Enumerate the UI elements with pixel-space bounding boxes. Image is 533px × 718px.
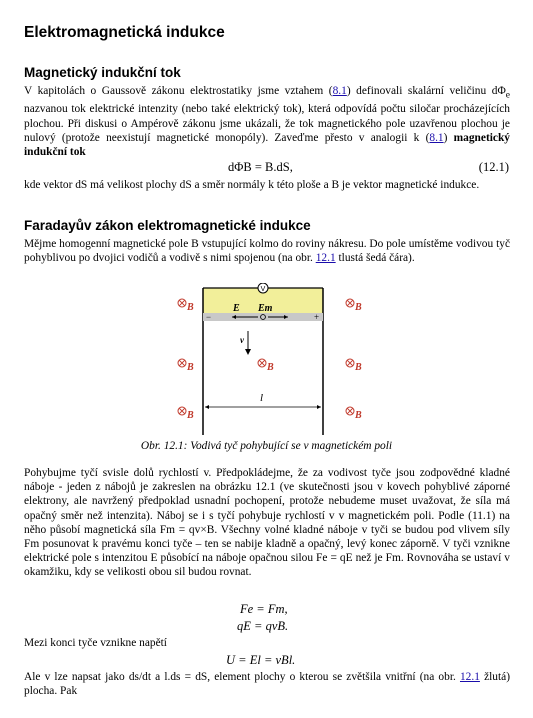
paragraph-area — [24, 670, 510, 698]
section-heading-magnetic-flux: Magnetický indukční tok — [24, 65, 181, 80]
reference-link[interactable]: 12.1 — [315, 252, 336, 265]
b-field-cross-lines — [259, 360, 265, 366]
b-field-cross-lines — [347, 300, 353, 306]
equation-charge-balance: qE = qvB. — [237, 619, 289, 633]
paragraph-derivation — [24, 466, 510, 580]
reference-link[interactable]: 12.1 — [459, 671, 480, 683]
equation-flux: dΦB = B.dS, — [228, 160, 293, 174]
velocity-arrow-head — [245, 349, 251, 355]
voltmeter-label: V — [260, 286, 266, 293]
length-arrow-right — [317, 405, 321, 409]
b-field-cross-lines — [179, 300, 185, 306]
b-field-label: B — [187, 362, 194, 373]
text-fragment: ) definovali skalární veličinu dΦ — [346, 85, 506, 97]
text-fragment: V kapitolách o Gaussově zákonu elektrostatiky jsme vztahem ( — [24, 85, 333, 97]
b-field-label: B — [355, 362, 362, 373]
label-v: v — [240, 335, 244, 345]
b-field-label: B — [267, 362, 274, 373]
figure-caption: Obr. 12.1: Vodivá tyč pohybující se v magnetickém poli — [140, 440, 393, 452]
text-fragment: Mějme homogenní magnetické pole B vstupující kolmo do roviny nákresu. Do pole umístěme vodivou tyč pohyblivou po dvojici vodičů a vodivě s nimi spojenou (na obr. — [24, 238, 510, 265]
length-arrow-left — [205, 405, 209, 409]
b-field-label: B — [187, 410, 194, 421]
b-field-label: B — [355, 410, 362, 421]
paragraph-flux-definition: kde vektor dS má velikost plochy dS a směr normály k této ploše a B je vektor magnetické indukce. — [24, 179, 480, 191]
b-field-label: B — [187, 302, 194, 313]
text-fragment: Pohybujme tyčí svisle dolů rychlostí v. Předpokládejme, že za vodivost tyče jsou zodpovědné kladné náboje - jeden z nábojů je zakreslen na obrázku 12.1 (ve skutečnosti jsou v kovech pohyblivé záporné elektrony, ale navržený předpoklad usnadní pochopení, protože nebudeme muset uvažovat, že síla má opačný směr než intenzita). Náboj se i s tyčí pohybuje rychlostí v v magnetickém poli. Podle (11.1) na něho působí magnetická síla Fm = qv×B. Všechny volné kladné náboje v tyči se budou pod vlivem síly Fm posunovat k pravému konci tyče – ten se nabije kladně a opačný, levý konec záporně. V tyči vznikne elektrické pole s intenzitou E působící na náboje opačnou silou Fe = qE než je Fm. Rovnováha se ustaví v okamžiku, kdy se velikosti obou sil budou rovnat. — [24, 467, 510, 579]
subscript: e — [505, 90, 510, 101]
text-fragment: Ale v lze napsat jako ds/dt a l.ds = dS, element plochy o kterou se zvětšila vnitřní (na obr. — [24, 671, 460, 683]
equation-voltage: U = El = vBl. — [226, 653, 296, 667]
b-field-cross-lines — [347, 360, 353, 366]
label-l: l — [260, 392, 264, 404]
text-fragment: tlustá šedá čára). — [335, 252, 415, 265]
paragraph-voltage: Mezi konci tyče vznikne napětí — [24, 637, 167, 649]
plus-sign: + — [314, 312, 320, 322]
paragraph-flux-intro — [24, 84, 510, 159]
reference-link[interactable]: 8.1 — [429, 131, 444, 144]
paragraph-faraday-intro — [24, 237, 510, 265]
page-title: Elektromagnetická indukce — [24, 24, 225, 41]
figure-conducting-rod — [170, 283, 375, 437]
label-em: Em — [258, 303, 273, 314]
b-field-cross-lines — [179, 408, 185, 414]
text-fragment: ) — [443, 131, 454, 144]
equation-force-balance: Fe = Fm, — [240, 602, 288, 616]
text-fragment: žlutá) plocha. Pak — [24, 671, 510, 698]
section-heading-faraday: Faradayův zákon elektromagnetické indukce — [24, 218, 311, 233]
text-fragment: nazvanou tok elektrické intenzity (nebo také elektrický tok), která odpovídá počtu siločar procházejících plochou. Při diskusi o Ampérově zákonu jsme ukázali, že tok magnetického pole uzavřenou plochou je nulový (protože neexistují magnetické monopóly). Zaveďme přesto v analogii k ( — [24, 103, 510, 144]
reference-link[interactable]: 8.1 — [332, 85, 347, 97]
label-e: E — [233, 303, 240, 314]
equation-number: (12.1) — [478, 160, 509, 174]
b-field-cross-lines — [179, 360, 185, 366]
b-field-label: B — [355, 302, 362, 313]
minus-sign: − — [206, 312, 212, 322]
b-field-cross-lines — [347, 408, 353, 414]
bold-term: magnetický indukční tok — [24, 131, 510, 159]
